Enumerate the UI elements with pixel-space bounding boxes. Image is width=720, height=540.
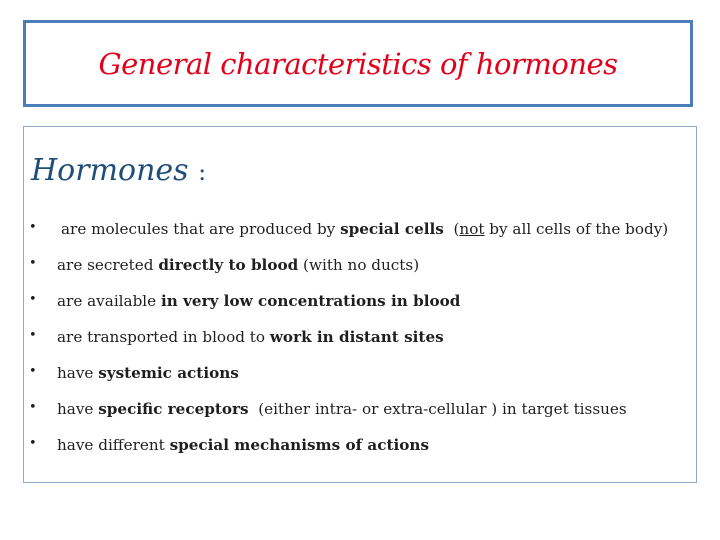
bullet-text-part: are transported in blood to [57, 328, 270, 346]
bullet-text-part: have [57, 364, 99, 382]
bullet-text-part: are available [57, 292, 161, 310]
bullet-icon: • [29, 292, 37, 307]
bullet-text-bold: special mechanisms of actions [169, 436, 429, 454]
bullet-icon: • [29, 256, 37, 271]
bullet-text-part: (with no ducts) [298, 256, 420, 274]
bullet-text-part: (either intra- or extra-cellular ) in target tissues [248, 400, 627, 418]
bullet-text-bold: specific receptors [98, 400, 249, 418]
bullet-text [57, 364, 239, 382]
title-box [23, 20, 693, 107]
bullet-text [57, 328, 444, 346]
bullet-text-part: are secreted [57, 256, 159, 274]
bullet-text-part: by all cells of the body) [484, 220, 669, 238]
heading-colon: : [198, 158, 207, 186]
bullet-icon: • [29, 400, 37, 415]
bullet-text-part: ( [443, 220, 460, 238]
bullet-icon: • [29, 364, 37, 379]
content-box [23, 126, 697, 483]
bullet-text [57, 400, 627, 418]
heading-text: Hormones [31, 153, 189, 188]
bullet-text [57, 436, 429, 454]
bullet-text-part: are molecules that are produced by [61, 220, 341, 238]
bullet-text [57, 256, 419, 274]
bullet-text-underline: not [459, 220, 485, 238]
slide-title: General characteristics of hormones [98, 46, 618, 81]
bullet-text [61, 220, 668, 238]
bullet-icon: • [29, 328, 37, 343]
bullet-text-bold: special cells [340, 220, 444, 238]
bullet-text [57, 292, 460, 310]
section-heading [31, 153, 206, 188]
bullet-text-bold: in very low concentrations in blood [160, 292, 461, 310]
bullet-text-bold: work in distant sites [269, 328, 444, 346]
bullet-text-part: have different [57, 436, 170, 454]
bullet-icon: • [29, 220, 37, 235]
bullet-icon: • [29, 436, 37, 451]
bullet-text-bold: directly to blood [158, 256, 299, 274]
bullet-text-bold: systemic actions [98, 364, 239, 382]
bullet-text-part: have [57, 400, 99, 418]
